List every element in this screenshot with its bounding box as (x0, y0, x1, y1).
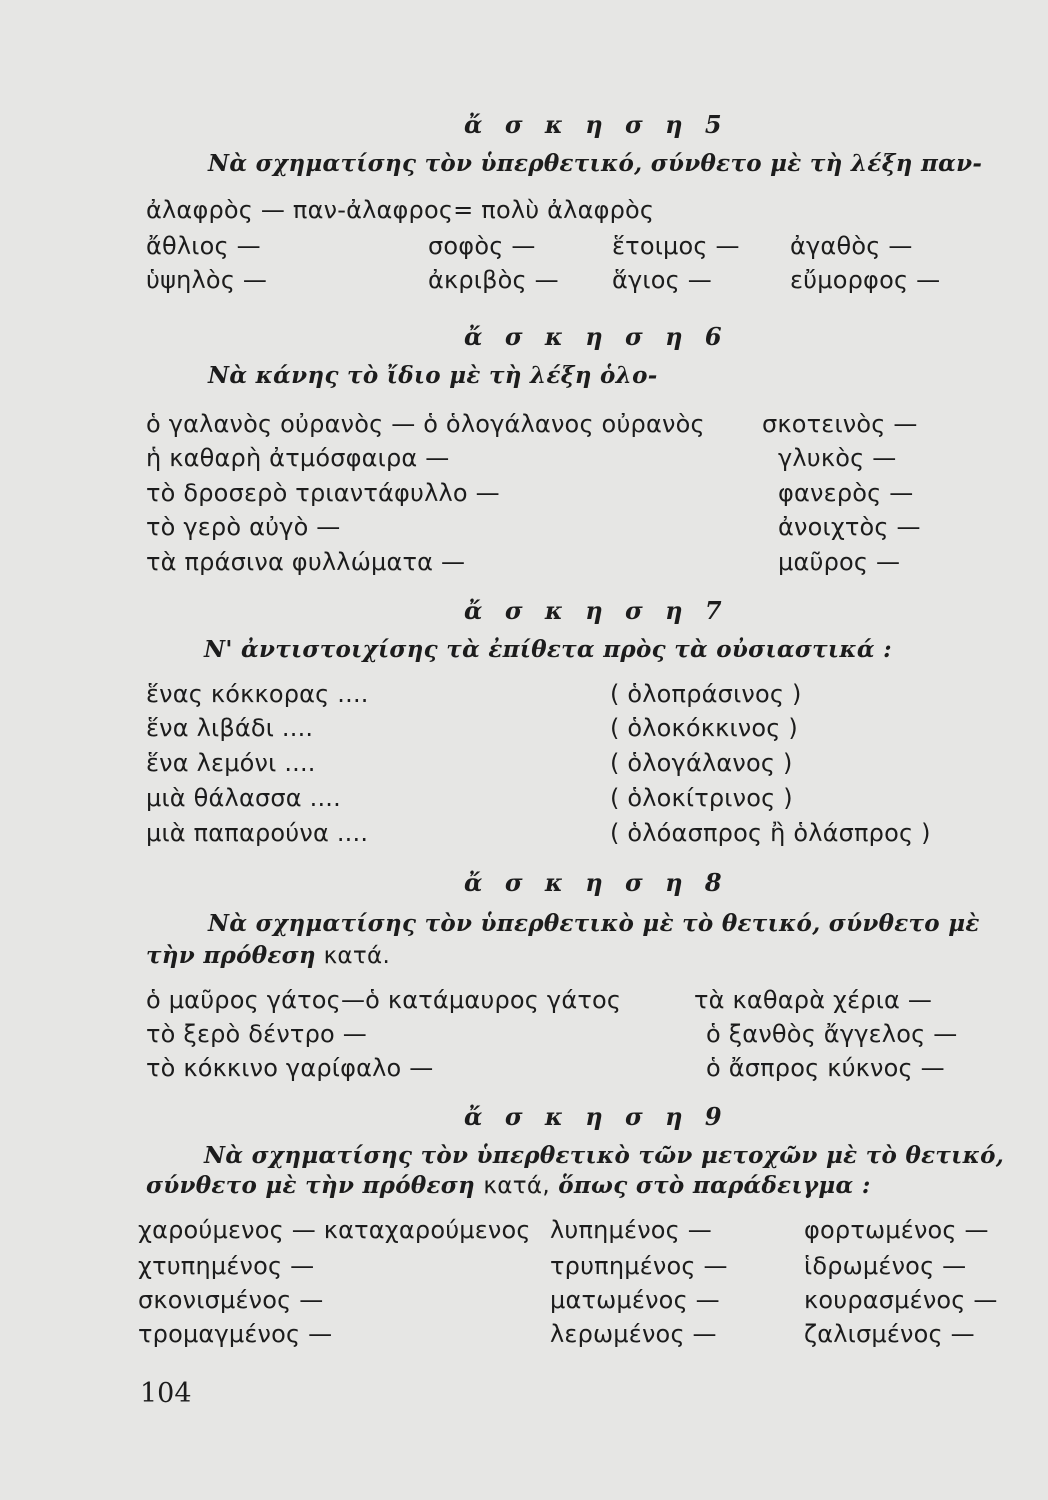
exercise-9-col1-item: σκονισμένος — (138, 1286, 324, 1314)
exercise-6-left-item: τὰ πράσινα φυλλώματα — (146, 548, 466, 576)
exercise-5-item: ἀγαθὸς — (790, 232, 913, 260)
exercise-5-item: ἕτοιμος — (612, 232, 740, 260)
exercise-7-title: ἄ σ κ η σ η 7 (464, 596, 729, 625)
exercise-5-example: ἀλαφρὸς — παν-ἀλαφρος= πολὺ ἀλαφρὸς (146, 196, 655, 224)
exercise-9-col2-item: ματωμένος — (550, 1286, 720, 1314)
exercise-9-col2-item: τρυπημένος — (550, 1252, 728, 1280)
exercise-6-title: ἄ σ κ η σ η 6 (464, 322, 729, 351)
exercise-5-item: ἄθλιος — (146, 232, 261, 260)
exercise-8-left-item: τὸ ξερὸ δέντρο — (146, 1020, 367, 1048)
exercise-5-item: ἀκριβὸς — (428, 266, 559, 294)
exercise-5-item: σοφὸς — (428, 232, 536, 260)
exercise-5-item: ἅγιος — (612, 266, 712, 294)
exercise-7-adjective: ( ὁλοκόκκινος ) (610, 714, 798, 742)
exercise-9-title: ἄ σ κ η σ η 9 (464, 1102, 729, 1131)
exercise-5-item: ὑψηλὸς — (146, 266, 268, 294)
exercise-9-col3-item: κουρασμένος — (804, 1286, 998, 1314)
instruction-normal-part: κατά. (315, 943, 391, 969)
exercise-7-adjective: ( ὁλογάλανος ) (610, 749, 793, 777)
exercise-7-noun: ἕνας κόκκορας .... (146, 680, 369, 708)
exercise-6-right-item: μαῦρος — (778, 548, 901, 576)
exercise-5-title: ἄ σ κ η σ η 5 (464, 110, 729, 139)
exercise-7-adjective: ( ὁλόασπρος ἢ ὁλάσπρος ) (610, 819, 931, 847)
exercise-6-left-item: ἡ καθαρὴ ἀτμόσφαιρα — (146, 444, 450, 472)
exercise-8-right-item: τὰ καθαρὰ χέρια — (694, 986, 933, 1014)
exercise-8-left-item: ὁ μαῦρος γάτος—ὁ κατάμαυρος γάτος (146, 986, 622, 1014)
instruction-bold-part: σύνθετο μὲ τὴν πρόθεση (146, 1172, 484, 1199)
exercise-6-right-item: σκοτεινὸς — (762, 410, 918, 438)
exercise-8-instruction: Νὰ σχηματίσης τὸν ὑπερθετικὸ μὲ τὸ θετικό, σύνθετο μὲ (208, 910, 980, 937)
exercise-8-right-item: ὁ ξανθὸς ἄγγελος — (706, 1020, 958, 1048)
exercise-9-col3-item: φορτωμένος — (804, 1216, 989, 1244)
exercise-6-left-item: τὸ γερὸ αὐγὸ — (146, 513, 341, 541)
exercise-5-instruction: Νὰ σχηματίσης τὸν ὑπερθετικό, σύνθετο μὲ τὴ λέξη παν- (208, 150, 983, 177)
exercise-9-col1-item: χτυπημένος — (138, 1252, 315, 1280)
exercise-6-left-item: ὁ γαλανὸς οὐρανὸς — ὁ ὁλογάλανος οὐρανὸς (146, 410, 705, 438)
exercise-6-left-item: τὸ δροσερὸ τριαντάφυλλο — (146, 479, 500, 507)
exercise-8-right-item: ὁ ἄσπρος κύκνος — (706, 1054, 945, 1082)
instruction-normal-part: κατά, (483, 1173, 550, 1199)
instruction-bold-part: τὴν πρόθεση (146, 942, 316, 969)
exercise-9-col1-item: τρομαγμένος — (138, 1320, 333, 1348)
exercise-7-noun: ἕνα λεμόνι .... (146, 749, 316, 777)
page-number: 104 (140, 1378, 192, 1409)
exercise-9-col3-item: ἱδρωμένος — (804, 1252, 967, 1280)
exercise-6-right-item: ἀνοιχτὸς — (778, 513, 921, 541)
exercise-8-title: ἄ σ κ η σ η 8 (464, 868, 729, 897)
exercise-5-item: εὔμορφος — (790, 266, 941, 294)
exercise-9-col1-item: χαρούμενος — καταχαρούμενος (138, 1216, 531, 1244)
exercise-8-left-item: τὸ κόκκινο γαρίφαλο — (146, 1054, 434, 1082)
exercise-6-instruction: Νὰ κάνης τὸ ἴδιο μὲ τὴ λέξη ὁλο- (208, 362, 658, 389)
exercise-9-col3-item: ζαλισμένος — (804, 1320, 975, 1348)
exercise-7-adjective: ( ὁλοκίτρινος ) (610, 784, 793, 812)
exercise-7-noun: μιὰ θάλασσα .... (146, 784, 341, 812)
exercise-8-instruction-continued (146, 942, 390, 969)
instruction-bold-part: ὅπως στὸ παράδειγμα : (549, 1172, 871, 1199)
exercise-6-right-item: γλυκὸς — (778, 444, 897, 472)
exercise-9-col2-item: λερωμένος — (550, 1320, 717, 1348)
exercise-9-instruction: Νὰ σχηματίσης τὸν ὑπερθετικὸ τῶν μετοχῶν μὲ τὸ θετικό, (204, 1142, 1005, 1169)
exercise-7-noun: μιὰ παπαρούνα .... (146, 819, 369, 847)
exercise-6-right-item: φανερὸς — (778, 479, 914, 507)
exercise-7-adjective: ( ὁλοπράσινος ) (610, 680, 802, 708)
exercise-7-noun: ἕνα λιβάδι .... (146, 714, 314, 742)
exercise-9-col2-item: λυπημένος — (550, 1216, 712, 1244)
exercise-9-instruction-continued (146, 1172, 871, 1199)
exercise-7-instruction: Ν' ἀντιστοιχίσης τὰ ἐπίθετα πρὸς τὰ οὐσιαστικά : (204, 636, 892, 663)
